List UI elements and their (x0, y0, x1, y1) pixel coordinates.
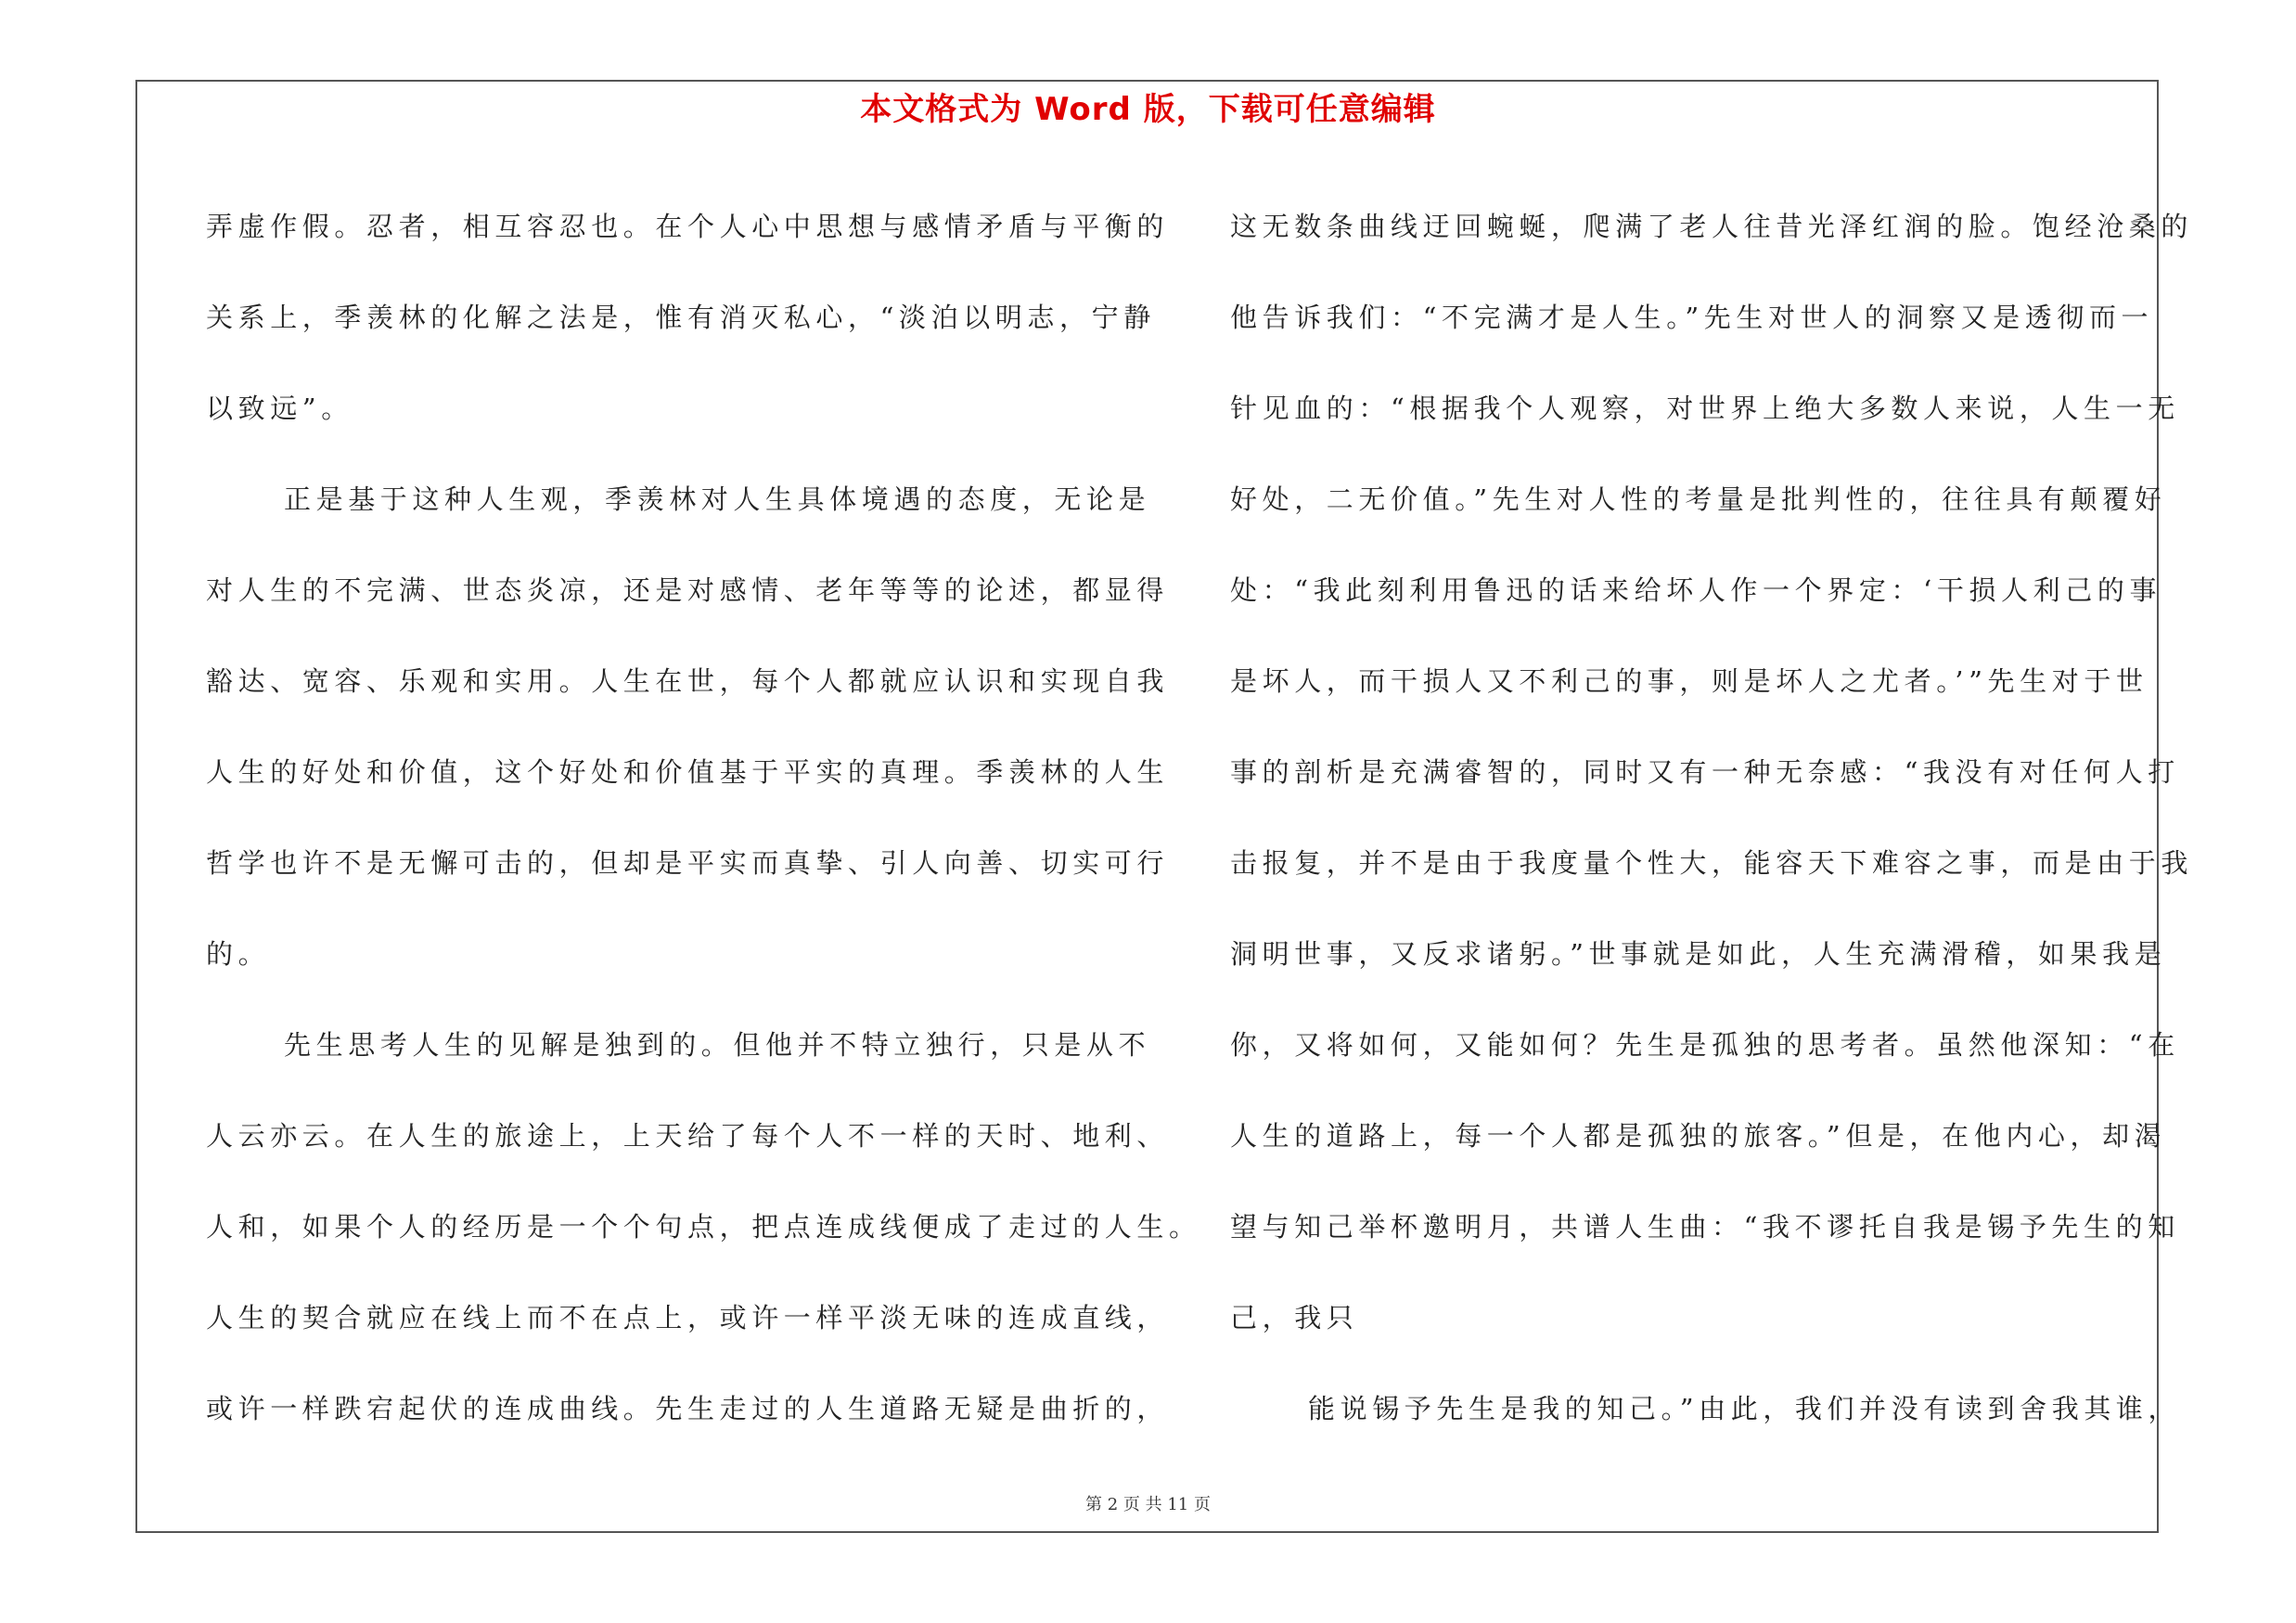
paragraph-start-line: 正是基于这种人生观，季羡林对人生具体境遇的态度，无论是 (284, 483, 1151, 515)
text-line: 你，又将如何，又能如何？先生是孤独的思考者。虽然他深知：“在 (1230, 1029, 2180, 1061)
text-line: 望与知己举杯邀明月，共谱人生曲：“我不谬托自我是锡予先生的知 (1230, 1211, 2180, 1243)
text-line: 针见血的：“根据我个人观察，对世界上绝大多数人来说，人生一无 (1230, 393, 2180, 424)
text-line: 他告诉我们：“不完满才是人生。”先生对世人的洞察又是透彻而一 (1230, 302, 2154, 333)
text-line: 事的剖析是充满睿智的，同时又有一种无奈感：“我没有对任何人打 (1230, 756, 2180, 788)
text-line: 对人生的不完满、世态炎凉，还是对感情、老年等等的论述，都显得 (206, 574, 1170, 606)
text-line: 人生的契合就应在线上而不在点上，或许一样平淡无味的连成直线， (206, 1302, 1170, 1333)
right-text-column (1230, 181, 2194, 1454)
paragraph-start-line: 先生思考人生的见解是独到的。但他并不特立独行，只是从不 (284, 1029, 1151, 1061)
text-line: 好处，二无价值。”先生对人性的考量是批判性的，往往具有颠覆好 (1230, 483, 2167, 515)
text-line: 洞明世事，又反求诸躬。”世事就是如此，人生充满滑稽，如果我是 (1230, 938, 2167, 970)
text-line: 弄虚作假。忍者，相互容忍也。在个人心中思想与感情矛盾与平衡的 (206, 211, 1170, 242)
text-line: 以致远”。 (206, 393, 353, 424)
text-line: 是坏人，而干损人又不利己的事，则是坏人之尤者。’”先生对于世 (1230, 665, 2148, 697)
text-line: 人和，如果个人的经历是一个个句点，把点连成线便成了走过的人生。 (206, 1211, 1201, 1243)
text-line: 人生的道路上，每一个人都是孤独的旅客。”但是，在他内心，却渴 (1230, 1120, 2167, 1152)
document-banner: 本文格式为 Word 版，下载可任意编辑 (860, 91, 1436, 128)
text-line: 击报复，并不是由于我度量个性大，能容天下难容之事，而是由于我 (1230, 847, 2194, 879)
paragraph-start-line: 能说锡予先生是我的知己。”由此，我们并没有读到舍我其谁， (1308, 1393, 2181, 1424)
left-text-column (206, 181, 1201, 1454)
text-line: 这无数条曲线迂回蜿蜒，爬满了老人往昔光泽红润的脸。饱经沧桑的 (1230, 211, 2194, 242)
text-line: 关系上，季羡林的化解之法是，惟有消灭私心，“淡泊以明志，宁静 (206, 302, 1156, 333)
text-line: 豁达、宽容、乐观和实用。人生在世，每个人都就应认识和实现自我 (206, 665, 1170, 697)
text-line: 己，我只 (1230, 1302, 1359, 1333)
text-line: 人生的好处和价值，这个好处和价值基于平实的真理。季羡林的人生 (206, 756, 1170, 788)
text-line: 人云亦云。在人生的旅途上，上天给了每个人不一样的天时、地利、 (206, 1120, 1170, 1152)
text-line: 处：“我此刻利用鲁迅的话来给坏人作一个界定：‘干损人利己的事 (1230, 574, 2162, 606)
page-number-footer: 第 2 页 共 11 页 (1085, 1495, 1211, 1514)
text-line: 哲学也许不是无懈可击的，但却是平实而真挚、引人向善、切实可行 (206, 847, 1170, 879)
text-line: 的。 (206, 938, 271, 970)
text-line: 或许一样跌宕起伏的连成曲线。先生走过的人生道路无疑是曲折的， (206, 1393, 1170, 1424)
